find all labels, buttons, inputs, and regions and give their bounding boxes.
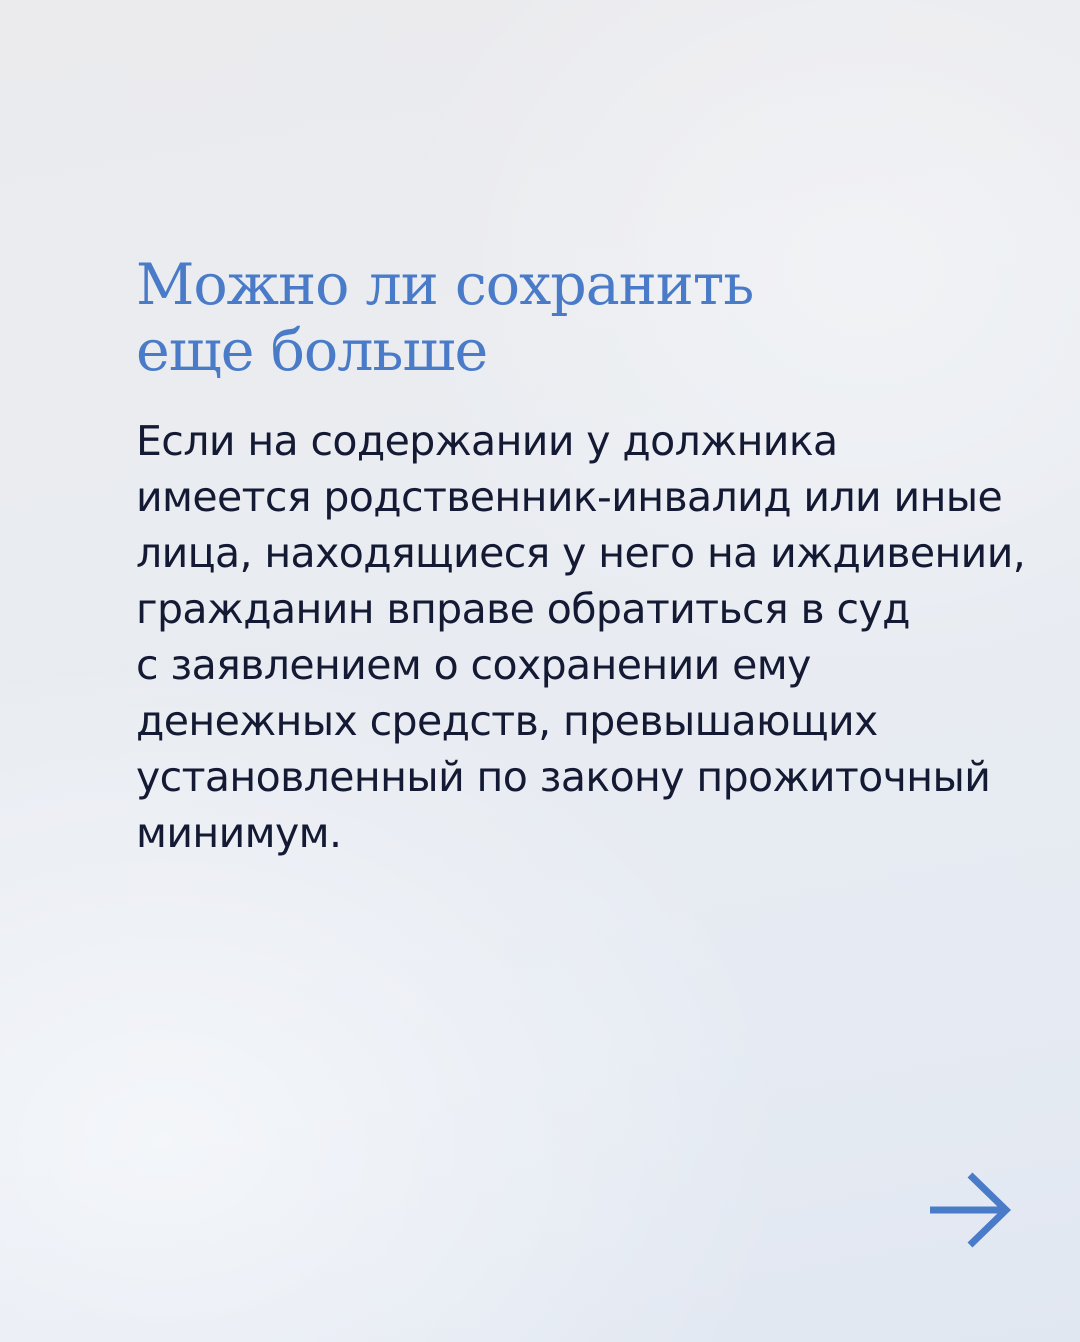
slide-body-text bbox=[136, 413, 1036, 861]
arrow-right-icon bbox=[926, 1170, 1014, 1250]
heading-line-1: Можно ли сохранить bbox=[136, 252, 754, 318]
slide-heading bbox=[136, 252, 996, 384]
next-slide-button[interactable] bbox=[926, 1170, 1014, 1250]
body-line-7: установленный по закону прожиточный bbox=[136, 753, 991, 801]
heading-line-2: еще больше bbox=[136, 318, 488, 384]
body-line-8: минимум. bbox=[136, 809, 342, 857]
body-line-3: лица, находящиеся у него на иждивении, bbox=[136, 529, 1026, 577]
body-line-6: денежных средств, превышающих bbox=[136, 697, 878, 745]
body-line-4: гражданин вправе обратиться в суд bbox=[136, 585, 910, 633]
body-line-5: с заявлением о сохранении ему bbox=[136, 641, 811, 689]
body-line-2: имеется родственник-инвалид или иные bbox=[136, 473, 1003, 521]
body-line-1: Если на содержании у должника bbox=[136, 417, 838, 465]
